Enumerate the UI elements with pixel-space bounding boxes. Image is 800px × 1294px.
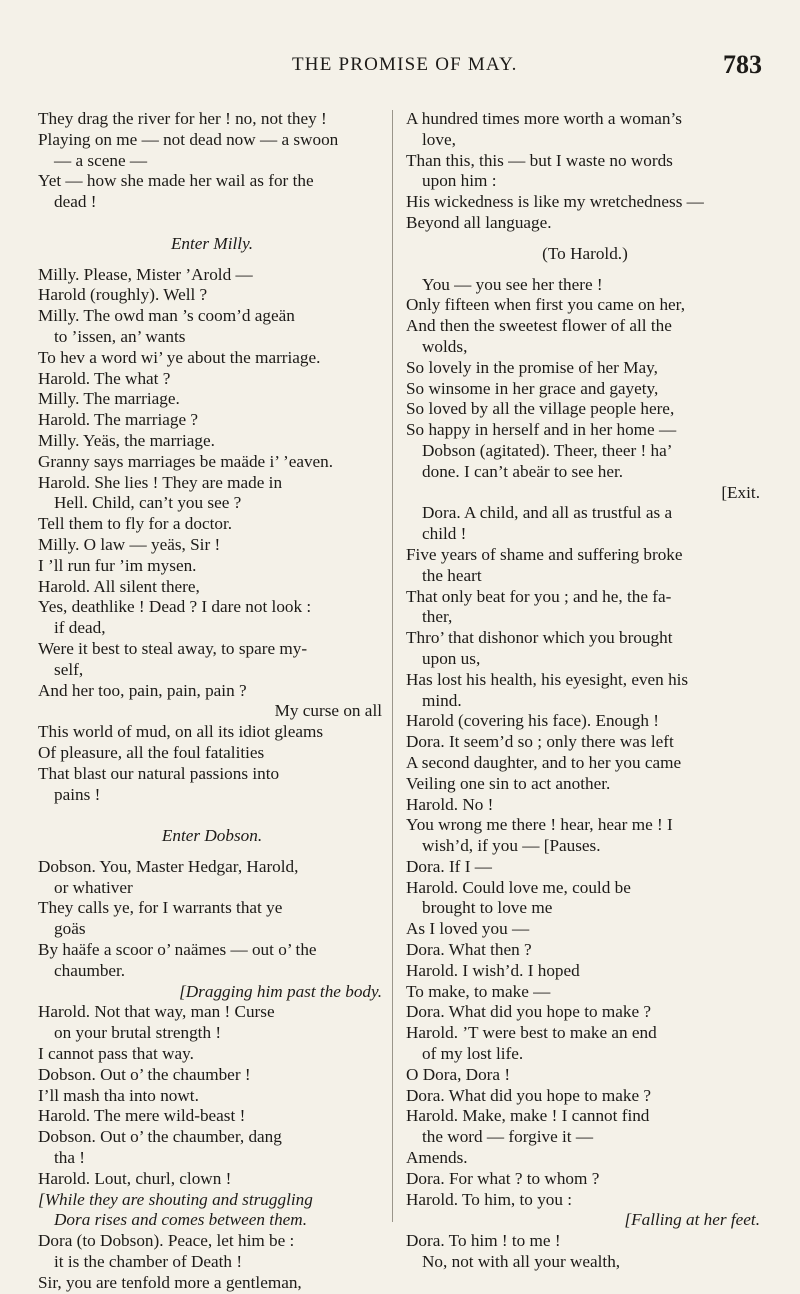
text-line: [Falling at her feet. [624, 1210, 760, 1230]
text-line: Harold. All silent there, [38, 576, 200, 596]
text-line: Dobson. You, Master Hedgar, Harold, [38, 856, 299, 876]
text-line: pains ! [54, 784, 101, 804]
text-line: They calls ye, for I warrants that ye [38, 898, 283, 918]
text-line: Milly. Please, Mister ’Arold — [38, 264, 253, 284]
text-line: My curse on all [274, 701, 382, 721]
text-line: Five years of shame and suffering broke [406, 544, 683, 564]
text-line: the heart [422, 565, 482, 585]
running-title: THE PROMISE OF MAY. [292, 54, 518, 75]
text-line: To hev a word wi’ ye about the marriage. [38, 347, 321, 367]
text-line: if dead, [54, 618, 106, 638]
text-line: [Exit. [721, 482, 760, 502]
text-line: That only beat for you ; and he, the fa- [406, 586, 672, 606]
running-header [292, 52, 762, 92]
text-line: A hundred times more worth a woman’s [406, 109, 682, 128]
text-line: Were it best to steal away, to spare my- [38, 638, 308, 658]
text-line: Harold. No ! [406, 794, 494, 814]
text-line: Harold (covering his face). Enough ! [406, 711, 659, 731]
text-line: Harold. I wish’d. I hoped [406, 960, 580, 980]
text-line: I ’ll run fur ’im mysen. [38, 555, 197, 575]
text-line: self, [54, 659, 84, 679]
text-line: brought to love me [422, 898, 553, 918]
text-line: Harold. ’T were best to make an end [406, 1023, 657, 1043]
text-line: Enter Milly. [170, 233, 254, 253]
text-line: And then the sweetest flower of all the [406, 316, 672, 336]
text-line: upon us, [422, 648, 481, 668]
text-line: So happy in herself and in her home — [406, 420, 677, 440]
text-line: Dora. What did you hope to make ? [406, 1085, 652, 1105]
text-line: (To Harold.) [542, 243, 628, 263]
text-line: Than this, this — but I waste no words [406, 150, 673, 170]
spacer [38, 255, 386, 265]
text-line: [Dragging him past the body. [179, 981, 382, 1001]
text-line: Enter Dobson. [161, 826, 263, 846]
column-divider [392, 110, 393, 1222]
text-line: ther, [422, 607, 453, 627]
text-line: Has lost his health, his eyesight, even his [406, 669, 689, 689]
text-line: To make, to make — [406, 981, 551, 1001]
text-line: it is the chamber of Death ! [54, 1252, 243, 1272]
page-number: 783 [723, 50, 762, 79]
text-line: child ! [422, 524, 467, 544]
text-line: As I loved you — [406, 919, 530, 939]
text-line: Milly. The owd man ’s coom’d ageän [38, 306, 295, 326]
text-line: wolds, [422, 336, 468, 356]
text-line: That blast our natural passions into [38, 763, 280, 783]
text-line: Dobson. Out o’ the chaumber, dang [38, 1127, 282, 1147]
text-line: — a scene — [54, 150, 148, 170]
text-line: I’ll mash tha into nowt. [38, 1085, 199, 1105]
text-line: Hell. Child, can’t you see ? [54, 493, 242, 513]
text-line: Dora. To him ! to me ! [406, 1231, 561, 1251]
text-line: Dobson (agitated). Theer, theer ! ha’ [422, 440, 673, 460]
spacer [38, 847, 386, 857]
text-line: So loved by all the village people here, [406, 399, 675, 419]
right-column [406, 109, 764, 1272]
text-line: So lovely in the promise of her May, [406, 357, 658, 377]
text-line: Dobson. Out o’ the chaumber ! [38, 1064, 251, 1084]
text-line: upon him : [422, 171, 497, 191]
text-line: done. I can’t abeär to see her. [422, 461, 624, 481]
text-line: Dora. A child, and all as trustful as a [422, 503, 673, 523]
left-column [38, 109, 386, 1292]
text-line: Dora. For what ? to whom ? [406, 1168, 600, 1188]
text-line: Playing on me — not dead now — a swoon [38, 129, 339, 149]
text-line: [While they are shouting and struggling [38, 1189, 313, 1209]
text-line: Dora. If I — [406, 856, 492, 876]
text-line: Harold. The mere wild-beast ! [38, 1106, 246, 1126]
text-line: Beyond all language. [406, 212, 552, 232]
text-line: tha ! [54, 1148, 86, 1168]
text-line: Dora. It seem’d so ; only there was left [406, 732, 674, 752]
text-line: You wrong me there ! hear, hear me ! I [406, 815, 673, 835]
text-line: Harold. To him, to you : [406, 1189, 573, 1209]
text-line: Milly. O law — yeäs, Sir ! [38, 534, 221, 554]
text-line: Yes, deathlike ! Dead ? I dare not look : [38, 597, 312, 617]
text-line: dead ! [54, 192, 97, 212]
text-line: Veiling one sin to act another. [406, 773, 611, 793]
text-line: And her too, pain, pain, pain ? [38, 680, 247, 700]
text-line: Of pleasure, all the foul fatalities [38, 742, 265, 762]
text-line: Harold. Not that way, man ! Curse [38, 1002, 275, 1022]
text-line: His wickedness is like my wretchedness — [406, 192, 704, 212]
text-line: O Dora, Dora ! [406, 1064, 511, 1084]
text-line: or whativer [54, 877, 133, 897]
text-line: Harold. Could love me, could be [406, 877, 631, 897]
text-line: goäs [54, 919, 86, 939]
text-line: A second daughter, and to her you came [406, 752, 682, 772]
text-line: Dora. What did you hope to make ? [406, 1002, 652, 1022]
text-line: chaumber. [54, 960, 126, 980]
text-line: Dora. What then ? [406, 940, 532, 960]
text-line: By haäfe a scoor o’ naämes — out o’ the [38, 940, 317, 960]
text-line: Milly. Yeäs, the marriage. [38, 430, 215, 450]
text-line: Dora (to Dobson). Peace, let him be : [38, 1231, 295, 1251]
text-line: Milly. The marriage. [38, 389, 180, 409]
text-line: This world of mud, on all its idiot gleams [38, 722, 324, 742]
spacer [38, 805, 386, 826]
text-line: love, [422, 129, 456, 149]
spacer [406, 265, 764, 275]
spacer [406, 234, 764, 244]
text-line: wish’d, if you — [Pauses. [422, 836, 601, 856]
text-line: They drag the river for her ! no, not they ! [38, 109, 327, 128]
text-line: Thro’ that dishonor which you brought [406, 628, 673, 648]
text-line: I cannot pass that way. [38, 1044, 194, 1064]
text-line: Tell them to fly for a doctor. [38, 514, 233, 534]
text-line: Only fifteen when first you came on her, [406, 295, 685, 315]
text-line: Dora rises and comes between them. [54, 1210, 307, 1230]
text-line: Harold. Make, make ! I cannot find [406, 1106, 650, 1126]
text-line: the word — forgive it — [422, 1127, 594, 1147]
text-line: Harold. Lout, churl, clown ! [38, 1168, 232, 1188]
text-line: Granny says marriages be maäde i’ ’eaven. [38, 451, 334, 471]
text-line: You — you see her there ! [422, 274, 603, 294]
text-line: to ’issen, an’ wants [54, 326, 186, 346]
text-line: So winsome in her grace and gayety, [406, 378, 659, 398]
text-line: of my lost life. [422, 1044, 524, 1064]
text-line: mind. [422, 690, 462, 710]
text-line: Yet — how she made her wail as for the [38, 171, 314, 191]
text-line: Harold (roughly). Well ? [38, 285, 208, 305]
text-line: Sir, you are tenfold more a gentleman, [38, 1272, 302, 1292]
text-line: Harold. She lies ! They are made in [38, 472, 283, 492]
text-line: Harold. The what ? [38, 368, 171, 388]
spacer [38, 213, 386, 234]
text-line: Harold. The marriage ? [38, 410, 199, 430]
text-line: No, not with all your wealth, [422, 1252, 621, 1272]
text-line: on your brutal strength ! [54, 1023, 222, 1043]
text-line: Amends. [406, 1148, 468, 1168]
